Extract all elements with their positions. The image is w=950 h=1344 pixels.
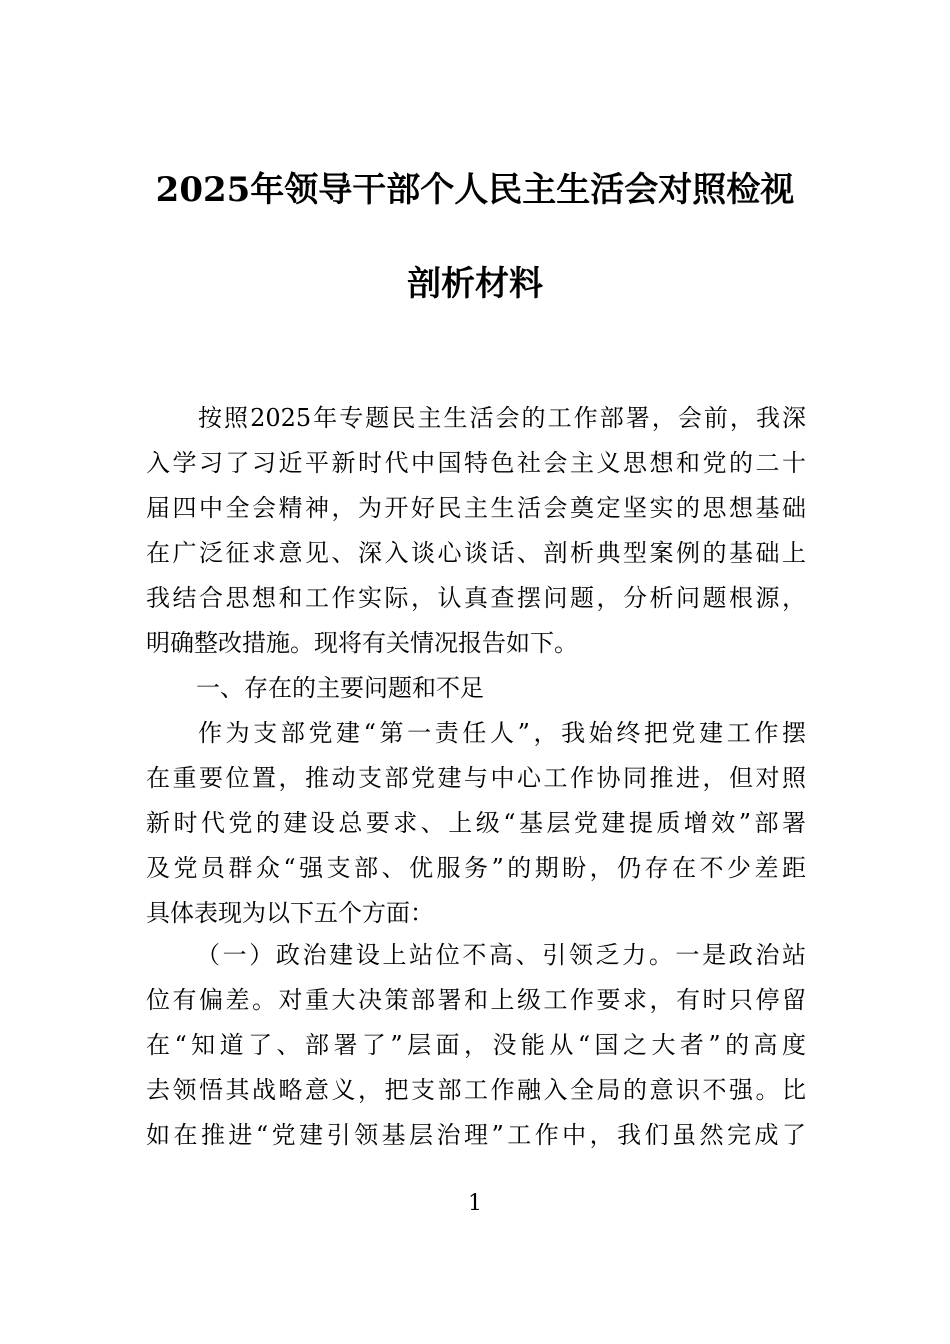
body-line-6: 明确整改措施。现将有关情况报告如下。: [146, 629, 578, 657]
body-line-12: 位有偏差。对重大决策部署和上级工作要求，有时只停留: [146, 986, 806, 1014]
body-line-9: 新时代党的建设总要求、上级“基层党建提质增效”部署: [146, 809, 806, 837]
body-line-11: 具体表现为以下五个方面：: [146, 899, 434, 927]
section-heading-1: 一、存在的主要问题和不足: [196, 674, 484, 702]
body-line-14: 去领悟其战略意义，把支部工作融入全局的意识不强。比: [146, 1076, 806, 1104]
body-line-1: 按照2025年专题民主生活会的工作部署，会前，我深: [198, 404, 806, 432]
body-line-2: 入学习了习近平新时代中国特色社会主义思想和党的二十: [146, 449, 806, 477]
body-line-15: 如在推进“党建引领基层治理”工作中，我们虽然完成了: [146, 1121, 806, 1149]
body-line-13: 在“知道了、部署了”层面，没能从“国之大者”的高度: [146, 1031, 806, 1059]
subsection-line-1: （一）政治建设上站位不高、引领乏力。一是政治站: [196, 941, 806, 969]
body-line-7: 作为支部党建“第一责任人”，我始终把党建工作摆: [198, 719, 806, 747]
body-line-8: 在重要位置，推动支部党建与中心工作协同推进，但对照: [146, 764, 806, 792]
body-line-10: 及党员群众“强支部、优服务”的期盼，仍存在不少差距: [146, 854, 806, 882]
body-line-4: 在广泛征求意见、深入谈心谈话、剖析典型案例的基础上: [146, 539, 806, 567]
document-title-line-1: 2025年领导干部个人民主生活会对照检视: [155, 170, 795, 210]
body-line-5: 我结合思想和工作实际，认真查摆问题，分析问题根源，: [146, 584, 806, 612]
document-title-line-2: 剖析材料: [407, 264, 543, 304]
page-number: 1: [468, 1191, 482, 1216]
body-line-3: 届四中全会精神，为开好民主生活会奠定坚实的思想基础: [146, 494, 806, 522]
